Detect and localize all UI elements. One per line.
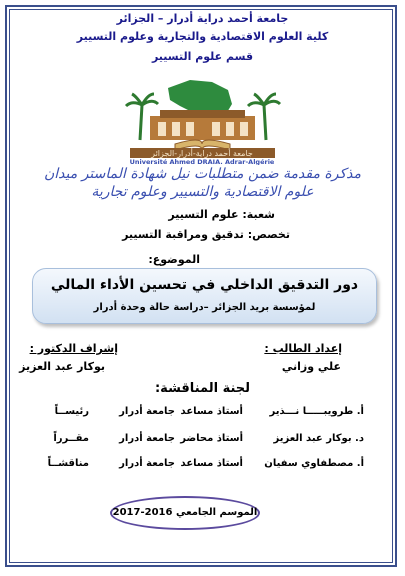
committee-member-rank: أستاذ مساعد — [180, 406, 243, 417]
committee-member-name: د. بوكار عبد العزيز — [273, 433, 364, 444]
committee-member-university: جامعة أدرار — [119, 406, 175, 417]
committee-member-role: مناقشــاً — [47, 458, 89, 469]
committee-member-role: مقــرراً — [53, 433, 89, 444]
committee-member-name: أ. مصطفاوي سفيان — [264, 458, 364, 469]
logo-latin-text: Université Ahmed DRAIA. Adrar-Algérie — [129, 158, 275, 165]
student-name: علي وزاني — [281, 360, 341, 373]
committee-member-university: جامعة أدرار — [119, 433, 175, 444]
committee-title: لجنة المناقشة: — [154, 381, 251, 396]
committee-member-name: أ. طرويبـــــا نـــذير — [269, 406, 364, 417]
thesis-subtitle: لمؤسسة بريد الجزائر –دراسة حالة وحدة أدرار — [93, 302, 316, 313]
thesis-statement-line1: مذكرة مقدمة ضمن متطلبات نيل شهادة الماستر ميدان — [44, 166, 361, 182]
committee-member-rank: أستاذ محاضر — [180, 433, 243, 444]
committee-member-rank: أستاذ مساعد — [180, 458, 243, 469]
university-name: جامعة أحمد دراية أدرار – الجزائر — [116, 12, 289, 25]
university-logo — [0, 70, 405, 165]
branch: شعبة: علوم التسيير — [168, 208, 275, 221]
thesis-title: دور التدقيق الداخلي في تحسين الأداء المالي — [50, 277, 359, 293]
title-box — [32, 268, 377, 324]
academic-year: الموسم الجامعي 2016-2017 — [110, 496, 260, 530]
specialization: تخصص: تدقيق ومراقبة التسيير — [122, 228, 290, 241]
student-label: إعداد الطالب : — [264, 342, 342, 355]
thesis-statement-line2: علوم الاقتصادية والتسيير وعلوم تجارية — [91, 184, 314, 200]
committee-member-university: جامعة أدرار — [119, 458, 175, 469]
committee-member-role: رئيســاً — [54, 406, 89, 417]
logo-arabic-text: جامعة أحمد دراية-أدرار-الجزائر — [151, 149, 253, 158]
supervisor-label: إشراف الدكتور : — [29, 342, 118, 355]
subject-label: الموضوع: — [148, 253, 200, 266]
supervisor-name: بوكار عبد العزيز — [19, 360, 105, 373]
department-name: قسم علوم التسيير — [151, 50, 254, 63]
faculty-name: كلية العلوم الاقتصادية والتجارية وعلوم التسيير — [76, 30, 329, 43]
